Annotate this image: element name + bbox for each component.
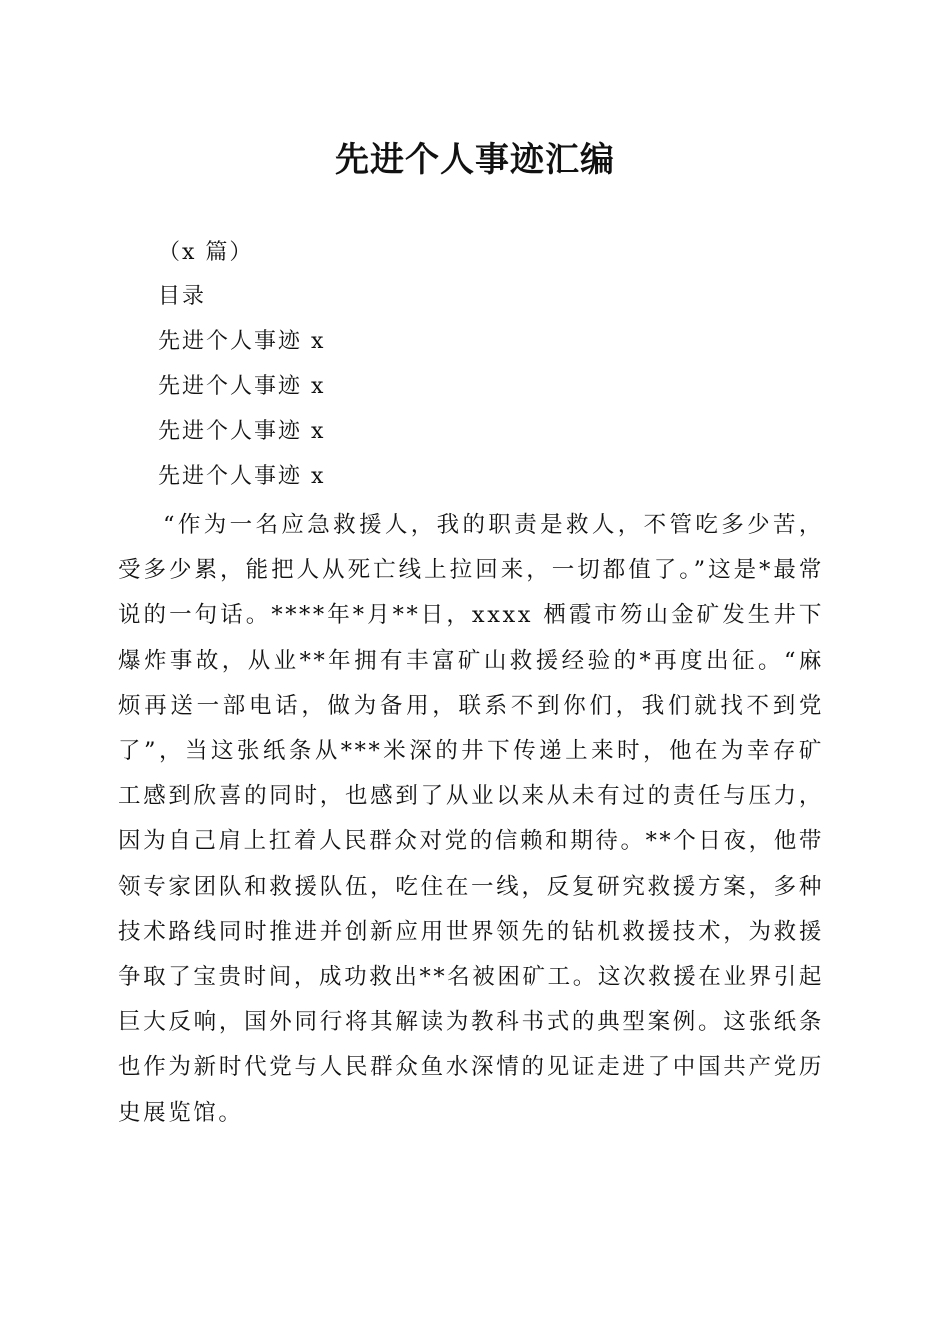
document-title: 先进个人事迹汇编 (335, 140, 615, 180)
body-paragraph: “作为一名应急救援人，我的职责是救人，不管吃多少苦，受多少累，能把人从死亡线上拉回来，一切都值了。”这是*最常说的一句话。****年*月**日，xxxx 栖霞市笏山金矿发生井下爆炸事故，从业**年拥有丰富矿山救援经验的*再度出征。“麻烦再送一部电话，做为备用，联系不到你们，我们就找不到党了”，当这张纸条从***米深的井下传递上来时，他在为幸存矿工感到欣喜的同时，也感到了从业以来从未有过的责任与压力，因为自己肩上扛着人民群众对党的信赖和期待。**个日夜，他带领专家团队和救援队伍，吃住在一线，反复研究救援方案，多种技术路线同时推进并创新应用世界领先的钻机救援技术，为救援争取了宝贵时间，成功救出**名被困矿工。这次救援在业界引起巨大反响，国外同行将其解读为教科书式的典型案例。这张纸条也作为新时代党与人民群众鱼水深情的见证走进了中国共产党历史展览馆。 (118, 512, 824, 1126)
document-subtitle: （x 篇） (158, 240, 254, 265)
toc-item: 先进个人事迹 x (158, 464, 326, 489)
toc-heading: 目录 (158, 284, 207, 309)
toc-item: 先进个人事迹 x (158, 329, 326, 354)
toc-item: 先进个人事迹 x (158, 374, 326, 399)
toc-item: 先进个人事迹 x (158, 419, 326, 444)
